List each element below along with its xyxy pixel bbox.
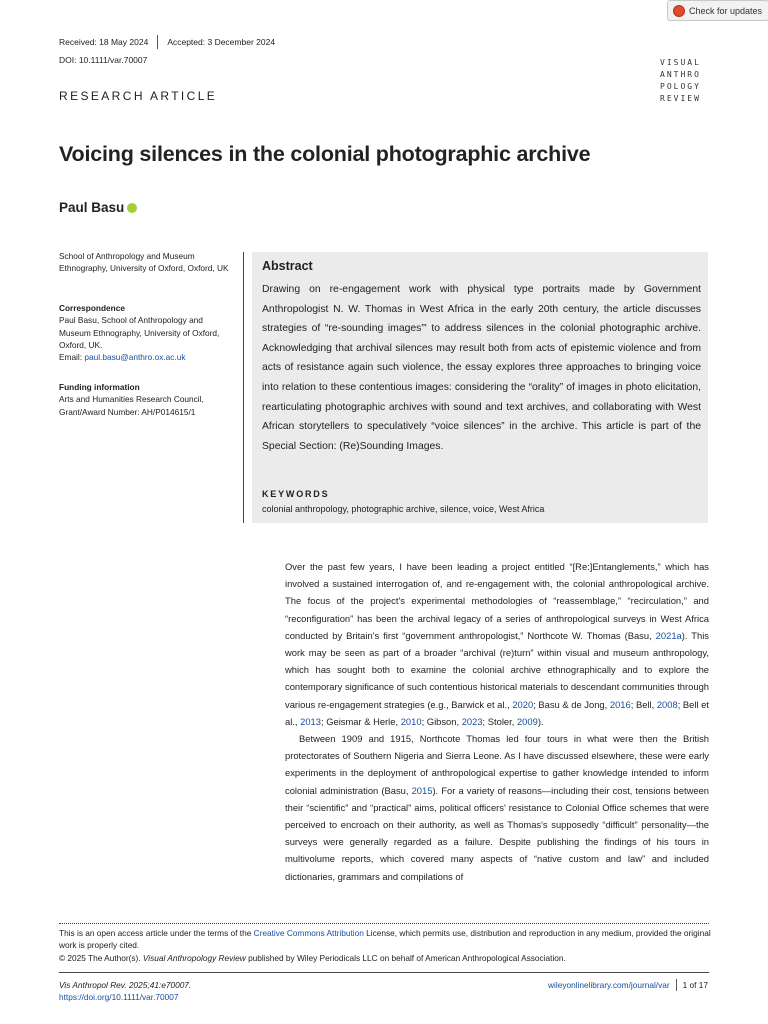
doi-link[interactable]: https://doi.org/10.1111/var.70007 bbox=[59, 992, 179, 1003]
received-date: Received: 18 May 2024 bbox=[59, 37, 149, 47]
text-run: ). For a variety of reasons—including their cost, tensions between their “scientific” and “practical” aims, political officers' resistance to Colonial Office schemes that were perceived to encroach on their authority, as well as Thomas's supposedly “difficult” personality—the surveys were generally regarded as a failure. Despite publishing the findings of his tours in multivolume reports, which covered many aspects of “native custom and law” and included dictionaries, grammars and compilations of bbox=[285, 784, 709, 882]
orcid-icon[interactable] bbox=[127, 203, 137, 213]
copyright-text bbox=[59, 952, 719, 964]
license-link[interactable]: Creative Commons Attribution bbox=[253, 928, 364, 938]
correspondence-heading: Correspondence bbox=[59, 303, 125, 313]
article-dates bbox=[59, 37, 275, 51]
page-number: 1 of 17 bbox=[682, 980, 708, 990]
text-run: Over the past few years, I have been leading a project entitled “[Re:]Entanglements,” which has involved a sustained interrogation of, and re-engagement with, the colonial anthropological archive. The focus of the project's experimental methodologies of “reassemblage,” “recirculation,” and “reconfiguration” has been the archival legacy of a series of anthropological surveys in West Africa conducted by Britain's first “government anthropologist,” Northcote W. Thomas (Basu, bbox=[285, 561, 709, 641]
text-run: ). bbox=[537, 715, 544, 727]
citation-link[interactable]: 2013 bbox=[300, 715, 321, 727]
footer-separator bbox=[676, 979, 677, 991]
body-text bbox=[285, 558, 709, 885]
journal-logo-line: VISUAL bbox=[660, 58, 701, 67]
abstract-heading: Abstract bbox=[262, 259, 313, 273]
author-name[interactable]: Paul Basu bbox=[59, 200, 125, 215]
text-run: © 2025 The Author(s). bbox=[59, 952, 143, 963]
check-for-updates-label: Check for updates bbox=[689, 5, 763, 16]
footer-divider bbox=[59, 972, 709, 973]
check-for-updates-button[interactable] bbox=[667, 0, 768, 21]
text-run: ). This work may be seen as part of a broader “archival (re)turn” within visual and museum anthropology, which has sought both to examine the colonial archive ethnographically and to explore the contemporary significance of such contentious historical materials to descendant communities through various re-engagement strategies (e.g., Barwick et al., bbox=[285, 629, 709, 710]
text-run: This is an open access article under the terms of the bbox=[59, 928, 254, 938]
text-run: ; Stoler, bbox=[482, 715, 517, 727]
affiliation-text: School of Anthropology and Museum Ethnography, University of Oxford, Oxford, UK bbox=[59, 251, 229, 274]
footer-citation bbox=[59, 979, 191, 1004]
funding-info bbox=[59, 381, 231, 418]
text-run: ; Bell, bbox=[630, 698, 657, 710]
funding-heading: Funding information bbox=[59, 382, 140, 392]
citation-link[interactable]: 2016 bbox=[609, 698, 631, 710]
journal-logo bbox=[660, 57, 708, 105]
citation-text: Vis Anthropol Rev. 2025;41:e70007. bbox=[59, 980, 192, 990]
author bbox=[59, 200, 137, 215]
funding-text: Arts and Humanities Research Council, Grant/Award Number: AH/P014615/1 bbox=[59, 394, 204, 417]
footnote-divider bbox=[59, 923, 709, 924]
citation-link[interactable]: 2015 bbox=[411, 784, 433, 796]
journal-logo-line: REVIEW bbox=[660, 94, 701, 103]
text-run: License, which permits use, distribution and reproduction in any medium, provided the original work is properly cited. bbox=[59, 928, 711, 951]
citation-link[interactable]: 2021a bbox=[655, 629, 682, 641]
affiliation bbox=[59, 250, 231, 275]
email-label: Email: bbox=[59, 352, 85, 363]
accepted-date: Accepted: 3 December 2024 bbox=[167, 37, 276, 47]
journal-site-link[interactable]: wileyonlinelibrary.com/journal/var bbox=[548, 980, 670, 990]
citation-link[interactable]: 2010 bbox=[400, 715, 422, 727]
body-paragraph bbox=[285, 558, 709, 730]
keywords: colonial anthropology, photographic archive, silence, voice, West Africa bbox=[262, 504, 545, 514]
correspondence bbox=[59, 302, 231, 363]
footer-site bbox=[548, 979, 708, 991]
license-footnote bbox=[59, 927, 719, 964]
article-title: Voicing silences in the colonial photographic archive bbox=[59, 142, 591, 166]
journal-logo-line: ANTHRO bbox=[660, 70, 701, 79]
citation-link[interactable]: 2023 bbox=[461, 715, 483, 727]
abstract-divider bbox=[243, 252, 244, 523]
abstract-text: Drawing on re-engagement work with physical type portraits made by Government Anthropologist N. W. Thomas in West Africa in the early 20th century, the article discusses strategies of “re-sounding images”' to address silences in the colonial photographic archive. Acknowledging that archival silences may result both from acts of epistemic violence and from acts of resistance again such violence, the essay explores three approaches to bringing voice into relation to these contentious images: considering the “orality” of images in photo elicitation, rearticulating photographic archives with sound and text archives, and collaborating with West African storytellers to speculatively “voice silences” in the archive. This article is part of the Special Section: (Re)Sounding Images. bbox=[262, 284, 701, 452]
correspondence-text: Paul Basu, School of Anthropology and Museum Ethnography, University of Oxford, Oxford, UK. bbox=[59, 315, 220, 350]
text-run: Between 1909 and 1915, Northcote Thomas led four tours in what were then the British protectorates of Southern Nigeria and Sierra Leone. As I have discussed elsewhere, these were early experiments in the deployment of anthropological expertise to gather knowledge intended to inform colonial administration (Basu, bbox=[285, 733, 709, 796]
keywords-heading: KEYWORDS bbox=[262, 489, 330, 499]
doi: DOI: 10.1111/var.70007 bbox=[59, 55, 148, 65]
date-divider bbox=[157, 35, 158, 49]
citation-link[interactable]: 2020 bbox=[512, 698, 534, 710]
text-run: ; Gibson, bbox=[421, 715, 462, 727]
text-run: ; Bell et al., bbox=[285, 698, 709, 727]
text-run: ; Geismar & Herle, bbox=[320, 715, 401, 727]
text-run: ; Basu & de Jong, bbox=[533, 698, 610, 710]
abstract-box bbox=[252, 252, 708, 523]
journal-logo-line: POLOGY bbox=[660, 82, 701, 91]
body-paragraph bbox=[285, 730, 709, 885]
journal-name: Visual Anthropology Review bbox=[142, 952, 246, 963]
email-link[interactable]: paul.basu@anthro.ox.ac.uk bbox=[84, 352, 186, 363]
license-text bbox=[59, 927, 719, 952]
crossmark-icon bbox=[673, 5, 685, 17]
citation-link[interactable]: 2008 bbox=[656, 698, 678, 710]
article-type: RESEARCH ARTICLE bbox=[59, 89, 218, 103]
citation-link[interactable]: 2009 bbox=[516, 715, 538, 727]
text-run: published by Wiley Periodicals LLC on behalf of American Anthropological Association. bbox=[245, 952, 566, 963]
